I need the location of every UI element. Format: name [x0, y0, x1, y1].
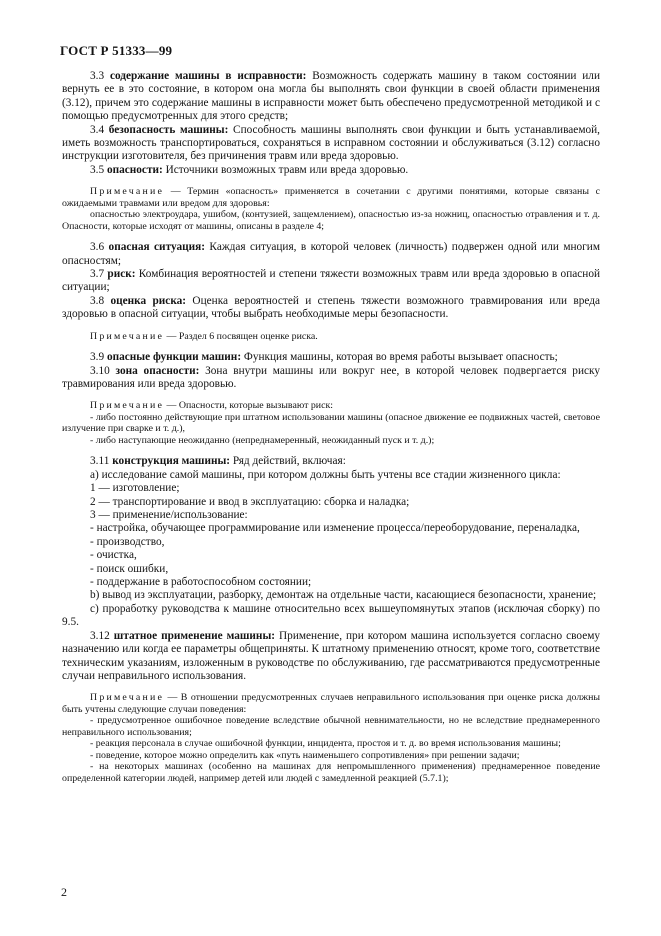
note-2: Примечание — Раздел 6 посвящен оценке риска.	[90, 330, 318, 342]
note-1-continuation: опасностью электроудара, ушибом, (контузией, защемлением), опасностью из-за ножниц, опасностью отравления и т. д. Опасности, которые исходят от машины, описаны в разделе 4;	[62, 209, 600, 232]
clause-3-8: 3.8 оценка риска: Оценка вероятностей и степень тяжести возможного травмирования или вреда здоровью в опасной ситуации, чтобы выбрать необходимые меры безопасности.	[62, 294, 600, 321]
clause-3-9: 3.9 опасные функции машин: Функция машины, которая во время работы вызывает опасность;	[90, 351, 558, 364]
term: зона опасности:	[115, 364, 200, 377]
note-4-item: - на некоторых машинах (особенно на машинах для непромышленного применения) преднамеренное поведение определенной категории людей, например детей или людей с замедленной реакцией (5.7.1);	[62, 761, 600, 784]
usage-bullet: - поиск ошибки,	[90, 562, 169, 575]
note-4: Примечание — В отношении предусмотренных случаев неправильного использования при оценке риска должны быть учтены следующие случаи поведения:	[62, 692, 600, 715]
clause-3-12: 3.12 штатное применение машины: Применение, при котором машина используется согласно своему назначению или когда ее параметры общеприняты. К штатному применению относят, кроме того, соответствие техническим указаниям, изложенным в руководстве по обслуживанию, где рассматриваются предусмотренные случаи неправильного использования.	[62, 629, 601, 682]
term: риск:	[107, 268, 136, 281]
note-label: Примечание	[90, 330, 165, 342]
note-3: Примечание — Опасности, которые вызывают риск:	[90, 400, 334, 412]
note-4-item: - поведение, которое можно определить как «путь наименьшего сопротивления» при решении задачи;	[90, 749, 520, 761]
page-content	[62, 70, 600, 784]
term: опасные функции машин:	[106, 351, 242, 364]
usage-bullet: - поддержание в работоспособном состоянии;	[90, 576, 312, 589]
clause-3-6: 3.6 опасная ситуация: Каждая ситуация, в которой человек (личность) подвержен одной или многим опасностям;	[62, 241, 600, 267]
clause-3-7: 3.7 риск: Комбинация вероятностей и степени тяжести возможных травм или вреда здоровью в опасной ситуации;	[62, 268, 601, 294]
clause-3-4: 3.4 безопасность машины: Способность машины выполнять свои функции и быть устанавливаемой, иметь возможность транспортироваться, сохраняться в исправном состоянии и обслуживаться (3.12) согласно инструкции изготовителя, без причинения травм или вреда здоровью.	[62, 123, 600, 163]
note-4-item: - предусмотренное ошибочное поведение вследствие обычной невнимательности, но не вследствие преднамеренного неправильного использования;	[62, 715, 600, 738]
term: содержание машины в исправности:	[109, 70, 307, 82]
standard-header: ГОСТ Р 51333—99	[60, 43, 173, 58]
usage-bullet: - очистка,	[90, 549, 137, 562]
clause-3-11-c: c) проработку руководства к машине относительно всех вышеупомянутых этапов (исключая сборку) по 9.5.	[62, 602, 600, 629]
note-1: Примечание — Термин «опасность» применяется в сочетании с другими понятиями, которые связаны с ожидаемыми травмами или вредом для здоровья:	[62, 186, 601, 209]
lifecycle-stage: 3 — применение/использование:	[90, 509, 248, 522]
usage-bullet: - производство,	[90, 535, 165, 548]
term: штатное применение машины:	[113, 629, 276, 642]
clause-3-3: 3.3 содержание машины в исправности: Возможность содержать машину в таком состоянии или вернуть ее в это состояние, в котором она могла бы выполнять свои функции в своей области применения (3.12), причем это содержание машины в исправности может быть обеспечено предусмотренной методикой и с помощью предусмотренных для этого средств;	[62, 70, 600, 123]
note-label: Примечание	[90, 400, 165, 412]
term: оценка риска:	[110, 294, 187, 307]
clause-3-10: 3.10 зона опасности: Зона внутри машины или вокруг нее, в которой человек подвергается риску травмирования или вреда здоровью.	[62, 364, 600, 390]
term: опасности:	[106, 163, 163, 176]
note-label: Примечание	[90, 692, 165, 704]
term: конструкция машины:	[112, 455, 231, 468]
term: безопасность машины:	[108, 123, 229, 136]
note-4-item: - реакция персонала в случае ошибочной функции, инцидента, простоя и т. д. во время использования машины;	[90, 738, 561, 750]
term: опасная ситуация:	[108, 241, 206, 254]
note-label: Примечание	[90, 186, 165, 198]
clause-3-11-b: b) вывод из эксплуатации, разборку, демонтаж на отдельные части, касающиеся безопасности, хранение;	[90, 589, 597, 602]
lifecycle-stage: 2 — транспортирование и ввод в эксплуатацию: сборка и наладка;	[90, 495, 410, 508]
clause-3-11: 3.11 конструкция машины: Ряд действий, включая:	[90, 455, 346, 468]
clause-3-5: 3.5 опасности: Источники возможных травм или вреда здоровью.	[90, 163, 409, 176]
note-3-item: - либо постоянно действующие при штатном использовании машины (опасное движение ее подвижных частей, световое излучение при сварке и т. д.),	[62, 411, 600, 435]
usage-bullet: - настройка, обучающее программирование или изменение процесса/переоборудование, переналадка,	[90, 522, 580, 535]
page-number: 2	[61, 885, 67, 899]
lifecycle-stage: 1 — изготовление;	[90, 482, 180, 495]
clause-3-11-a: а) исследование самой машины, при котором должны быть учтены все стадии жизненного цикла:	[90, 468, 561, 481]
note-3-item: - либо наступающие неожиданно (непреднамеренный, неожиданный пуск и т. д.);	[90, 434, 435, 446]
